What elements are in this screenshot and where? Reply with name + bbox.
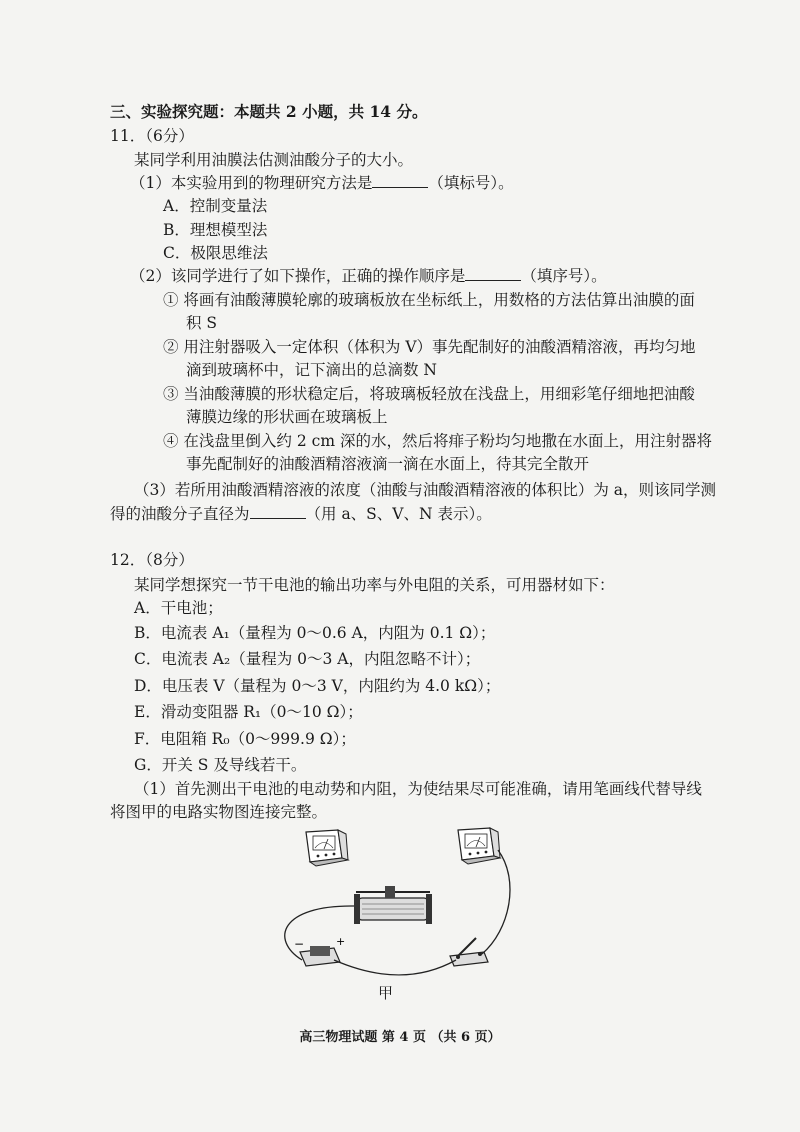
q11-number: 11．（6分） — [110, 127, 194, 145]
equipment-a: A．干电池； — [134, 599, 223, 617]
section-heading: 三、实验探究题：本题共 2 小题，共 14 分。 — [110, 102, 428, 121]
equipment-g: G．开关 S 及导线若干。 — [134, 756, 307, 774]
answer-blank — [372, 173, 428, 188]
q11-intro: 某同学利用油膜法估测油酸分子的大小。 — [134, 151, 414, 169]
equipment-e: E．滑动变阻器 R₁（0～10 Ω）； — [134, 703, 363, 721]
step-1-line2: 积 S — [186, 314, 218, 332]
switch-icon — [450, 938, 488, 966]
q11-part1-text: （1）本实验用到的物理研究方法是 — [130, 174, 373, 192]
step-1-line1: ① 将画有油酸薄膜轮廓的玻璃板放在坐标纸上，用数格的方法估算出油膜的面 — [163, 291, 695, 309]
battery-plus-label: + — [336, 935, 346, 948]
q11-part3-text: 得的油酸分子直径为 — [110, 505, 250, 523]
step-2-line2: 滴到玻璃杯中，记下滴出的总滴数 N — [186, 361, 437, 379]
answer-blank — [250, 504, 306, 519]
q11-part2-suffix: （填序号）。 — [521, 267, 607, 285]
q12-intro: 某同学想探究一节干电池的输出功率与外电阻的关系，可用器材如下： — [134, 576, 615, 594]
battery-minus-label: − — [294, 937, 305, 951]
equipment-c: C．电流表 A₂（量程为 0～3 A，内阻忽略不计）； — [134, 650, 481, 668]
q11-part1-suffix: （填标号）。 — [428, 174, 514, 192]
answer-blank — [465, 266, 521, 281]
step-4-line2: 事先配制好的油酸酒精溶液滴一滴在水面上，待其完全散开 — [186, 455, 590, 473]
q11-part3-line1: （3）若所用油酸酒精溶液的浓度（油酸与油酸酒精溶液的体积比）为 a，则该同学测 — [134, 481, 717, 499]
option-c: C．极限思维法 — [163, 244, 268, 262]
q11-part2 — [130, 266, 607, 286]
step-3-line2: 薄膜边缘的形状画在玻璃板上 — [186, 408, 388, 426]
rheostat-icon — [354, 886, 432, 924]
figure-label: 甲 — [378, 984, 394, 1002]
wire — [482, 850, 510, 954]
q12-number: 12．（8分） — [110, 551, 194, 569]
q11-part1 — [130, 173, 514, 193]
q11-part2-text: （2）该同学进行了如下操作，正确的操作顺序是 — [130, 267, 466, 285]
option-a: A．控制变量法 — [163, 197, 268, 215]
q12-part1-line1: （1）首先测出干电池的电动势和内阻，为使结果尽可能准确，请用笔画线代替导线 — [134, 780, 702, 798]
step-4-line1: ④ 在浅盘里倒入约 2 cm 深的水，然后将痱子粉均匀地撒在水面上，用注射器将 — [163, 432, 712, 450]
equipment-f: F．电阻箱 R₀（0～999.9 Ω）； — [134, 730, 356, 748]
q12-part1-line2: 将图甲的电路实物图连接完整。 — [110, 803, 328, 821]
option-b: B．理想模型法 — [163, 221, 268, 239]
q11-part3-suffix: （用 a、S、V、N 表示）。 — [305, 505, 492, 523]
circuit-diagram — [270, 820, 530, 985]
equipment-b: B．电流表 A₁（量程为 0～0.6 A，内阻为 0.1 Ω）； — [134, 624, 496, 642]
page-footer: 高三物理试题 第 4 页 （共 6 页） — [299, 1030, 501, 1045]
ammeter-icon — [458, 828, 500, 864]
q11-part3-line2 — [110, 504, 492, 524]
equipment-d: D．电压表 V（量程为 0～3 V，内阻约为 4.0 kΩ）； — [134, 677, 501, 695]
wire — [334, 960, 456, 975]
step-3-line1: ③ 当油酸薄膜的形状稳定后，将玻璃板轻放在浅盘上，用细彩笔仔细地把油酸 — [163, 385, 695, 403]
step-2-line1: ② 用注射器吸入一定体积（体积为 V）事先配制好的油酸酒精溶液，再均匀地 — [163, 338, 696, 356]
voltmeter-icon — [306, 830, 348, 866]
